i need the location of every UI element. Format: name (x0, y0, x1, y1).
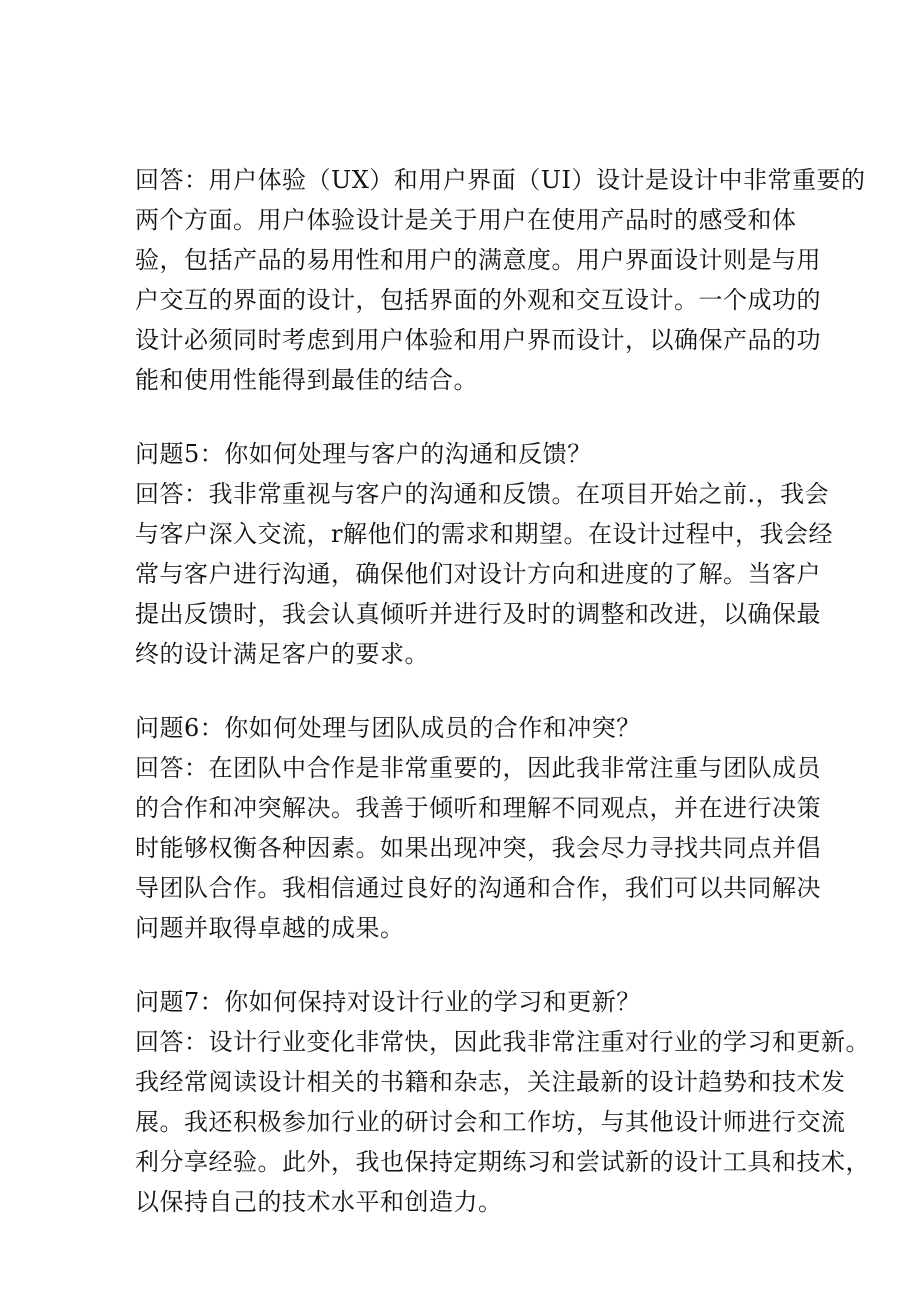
question-heading: 问题7：你如何保持对设计行业的学习和更新？ (135, 988, 641, 1016)
text-line: 回答：我非常重视与客户的沟通和反馈。在项目开始之前.，我会 (135, 480, 830, 508)
text-line: 以保持自己的技术水平和创造力。 (135, 1188, 503, 1216)
qa-block-question-7 (135, 982, 870, 1222)
text-line: 导团队合作。我相信通过良好的沟通和合作，我们可以共同解决 (135, 874, 821, 902)
answer-block-ux-ui (135, 160, 866, 400)
question-heading: 问题6：你如何处理与团队成员的合作和冲突？ (135, 714, 641, 742)
text-line: 能和使用性能得到最佳的结合。 (135, 366, 478, 394)
qa-block-question-6 (135, 708, 821, 948)
text-line: 户交互的界面的设计，包括界面的外观和交互设计。一个成功的 (135, 286, 821, 314)
text-line: 提出反馈时，我会认真倾听并进行及时的调整和改进，以确保最 (135, 600, 821, 628)
question-heading: 问题5：你如何处理与客户的沟通和反馈？ (135, 440, 592, 468)
text-line: 回答：设计行业变化非常快，因此我非常注重对行业的学习和更新。 (135, 1028, 870, 1056)
text-line: 终的设计满足客户的要求。 (135, 640, 429, 668)
qa-block-question-5 (135, 434, 833, 674)
text-line: 时能够权衡各种因素。如果出现冲突，我会尽力寻找共同点并倡 (135, 834, 821, 862)
document-body (135, 160, 870, 1256)
text-line: 展。我还积极参加行业的研讨会和工作坊，与其他设计师进行交流 (135, 1108, 846, 1136)
text-line: 两个方面。用户体验设计是关于用户在使用产品时的感受和体 (135, 206, 797, 234)
text-line: 设计必须同时考虑到用户体验和用户界而设计，以确保产品的功 (135, 326, 821, 354)
text-line: 问题并取得卓越的成果。 (135, 914, 405, 942)
text-line: 的合作和冲突解决。我善于倾听和理解不同观点，并在进行决策 (135, 794, 821, 822)
text-line: 回答：用户体验（UX）和用户界面（UI）设计是设计中非常重要的 (135, 166, 866, 194)
text-line: 常与客户进行沟通，确保他们对设计方向和进度的了解。当客户 (135, 560, 821, 588)
text-line: 与客户深入交流，r解他们的需求和期望。在设计过程中，我会经 (135, 520, 833, 548)
text-line: 验，包括产品的易用性和用户的满意度。用户界面设计则是与用 (135, 246, 821, 274)
text-line: 我经常阅读设计相关的书籍和杂志，关注最新的设计趋势和技术发 (135, 1068, 846, 1096)
text-line: 回答：在团队中合作是非常重要的，因此我非常注重与团队成员 (135, 754, 821, 782)
text-line: 利分享经验。此外，我也保持定期练习和尝试新的设计工具和技术， (135, 1148, 870, 1176)
